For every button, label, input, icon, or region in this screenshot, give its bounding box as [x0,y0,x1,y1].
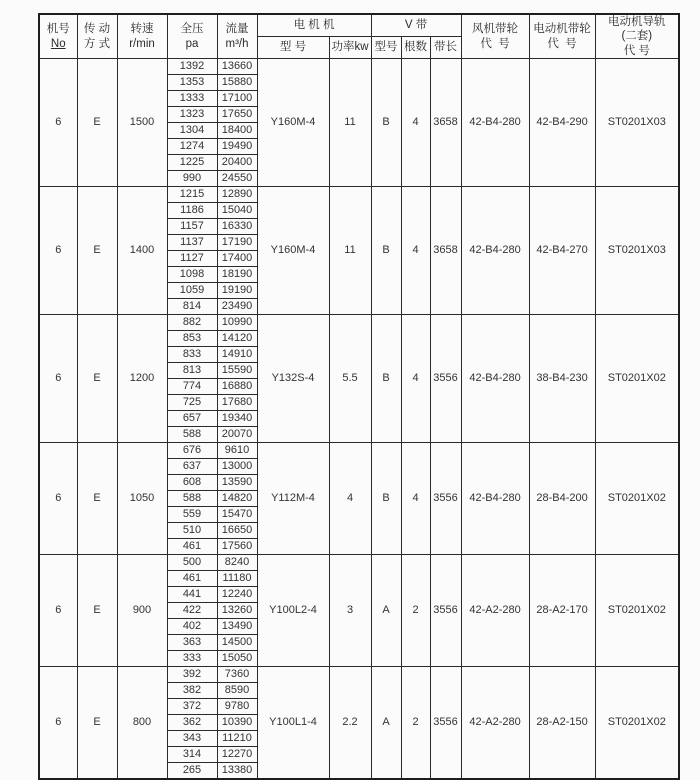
cell-motor-model: Y100L1-4 [257,667,329,780]
cell-flow: 19490 [217,139,257,155]
cell-flow: 16880 [217,379,257,395]
cell-motor-pulley: 28-B4-200 [529,443,595,555]
cell-drive-type: E [77,555,117,667]
header-line: 机号 [46,23,70,36]
header-line: 流量 [225,23,249,36]
cell-rail-code: ST0201X02 [595,667,679,780]
cell-pressure: 461 [167,571,217,587]
cell-fan-no: 6 [39,443,77,555]
cell-pressure: 392 [167,667,217,683]
cell-fan-pulley: 42-A2-280 [461,667,529,780]
header-line: 方 式 [83,37,111,50]
cell-pressure: 372 [167,699,217,715]
col-header-motor-pulley [529,14,595,59]
cell-flow: 17560 [217,539,257,555]
cell-motor-model: Y132S-4 [257,315,329,443]
cell-belt-type: B [371,59,401,187]
col-header-belt-type: 型号 [371,36,401,58]
cell-flow: 14500 [217,635,257,651]
cell-flow: 19190 [217,283,257,299]
cell-fan-pulley: 42-B4-280 [461,59,529,187]
cell-pressure: 343 [167,731,217,747]
cell-flow: 8240 [217,555,257,571]
header-line: 电动机带轮 [533,23,591,36]
cell-flow: 11180 [217,571,257,587]
cell-flow: 24550 [217,171,257,187]
cell-fan-pulley: 42-A2-280 [461,555,529,667]
cell-flow: 12890 [217,187,257,203]
cell-belt-count: 4 [401,315,430,443]
cell-pressure: 1059 [167,283,217,299]
cell-flow: 13000 [217,459,257,475]
header-line: 电动机导轨 [608,16,666,28]
cell-fan-no: 6 [39,59,77,187]
col-group-motor: 电 机 机 [257,14,371,36]
col-header-drive-type [77,14,117,59]
cell-motor-model: Y100L2-4 [257,555,329,667]
cell-motor-pulley: 28-A2-170 [529,555,595,667]
cell-pressure: 676 [167,443,217,459]
cell-flow: 15050 [217,651,257,667]
header-line: 风机带轮 [472,23,519,36]
cell-pressure: 362 [167,715,217,731]
col-header-belt-length: 带长 [430,36,461,58]
fan-spec-table [38,13,680,780]
cell-fan-pulley: 42-B4-280 [461,443,529,555]
cell-flow: 9780 [217,699,257,715]
cell-drive-type: E [77,59,117,187]
spec-row-group-3 [39,315,679,331]
spec-table-body [39,59,679,780]
cell-rail-code: ST0201X03 [595,187,679,315]
cell-motor-power: 5.5 [329,315,371,443]
spec-table-header [39,14,679,59]
cell-flow: 13380 [217,763,257,780]
cell-belt-count: 4 [401,187,430,315]
cell-pressure: 882 [167,315,217,331]
cell-flow: 15040 [217,203,257,219]
cell-flow: 17100 [217,91,257,107]
header-line: (二套) [621,30,653,43]
cell-flow: 15470 [217,507,257,523]
cell-belt-type: B [371,443,401,555]
cell-rail-code: ST0201X02 [595,315,679,443]
col-group-vbelt: V 带 [371,14,461,36]
cell-pressure: 1127 [167,251,217,267]
header-line: r/min [129,37,155,50]
spec-row-group-4 [39,443,679,459]
cell-flow: 14820 [217,491,257,507]
cell-drive-type: E [77,667,117,780]
cell-rail-code: ST0201X02 [595,443,679,555]
cell-flow: 15590 [217,363,257,379]
cell-flow: 16650 [217,523,257,539]
cell-belt-length: 3556 [430,315,461,443]
cell-flow: 16330 [217,219,257,235]
cell-pressure: 265 [167,763,217,780]
cell-flow: 23490 [217,299,257,315]
spec-row-group-5 [39,555,679,571]
cell-fan-no: 6 [39,555,77,667]
cell-pressure: 1186 [167,203,217,219]
cell-pressure: 657 [167,411,217,427]
cell-speed: 800 [117,667,167,780]
cell-rail-code: ST0201X02 [595,555,679,667]
spec-row-group-1 [39,59,679,75]
cell-flow: 17400 [217,251,257,267]
cell-pressure: 382 [167,683,217,699]
cell-pressure: 1353 [167,75,217,91]
cell-pressure: 461 [167,539,217,555]
cell-fan-no: 6 [39,187,77,315]
cell-pressure: 1274 [167,139,217,155]
col-header-motor-power: 功率kw [329,36,371,58]
cell-motor-pulley: 28-A2-150 [529,667,595,780]
cell-pressure: 559 [167,507,217,523]
col-header-motor-model: 型 号 [257,36,329,58]
cell-belt-length: 3658 [430,187,461,315]
cell-belt-type: A [371,667,401,780]
cell-pressure: 314 [167,747,217,763]
cell-pressure: 608 [167,475,217,491]
cell-flow: 20070 [217,427,257,443]
spec-table-container [38,13,680,780]
cell-pressure: 853 [167,331,217,347]
col-header-belt-count: 根数 [401,36,430,58]
cell-pressure: 833 [167,347,217,363]
cell-motor-power: 11 [329,187,371,315]
cell-motor-model: Y112M-4 [257,443,329,555]
cell-speed: 1050 [117,443,167,555]
cell-pressure: 1157 [167,219,217,235]
cell-pressure: 588 [167,491,217,507]
cell-flow: 17190 [217,235,257,251]
cell-motor-model: Y160M-4 [257,59,329,187]
cell-pressure: 774 [167,379,217,395]
cell-rail-code: ST0201X03 [595,59,679,187]
header-row-1 [39,14,679,36]
header-line: pa [185,37,199,50]
cell-flow: 13490 [217,619,257,635]
header-line: 传 动 [83,23,111,36]
cell-motor-power: 2.2 [329,667,371,780]
col-header-speed [117,14,167,59]
cell-pressure: 990 [167,171,217,187]
cell-flow: 12270 [217,747,257,763]
cell-belt-count: 2 [401,555,430,667]
cell-motor-pulley: 38-B4-230 [529,315,595,443]
cell-fan-no: 6 [39,667,77,780]
col-header-pressure [167,14,217,59]
cell-flow: 14120 [217,331,257,347]
cell-belt-length: 3556 [430,667,461,780]
cell-flow: 20400 [217,155,257,171]
cell-drive-type: E [77,187,117,315]
cell-drive-type: E [77,315,117,443]
cell-flow: 17650 [217,107,257,123]
cell-drive-type: E [77,443,117,555]
cell-flow: 10990 [217,315,257,331]
col-header-motor-rail [595,14,679,59]
cell-motor-model: Y160M-4 [257,187,329,315]
cell-speed: 1500 [117,59,167,187]
cell-belt-length: 3556 [430,443,461,555]
header-line: 代 号 [623,44,650,57]
cell-belt-length: 3556 [430,555,461,667]
col-header-fan-no [39,14,77,59]
cell-flow: 19340 [217,411,257,427]
cell-flow: 12240 [217,587,257,603]
cell-pressure: 1137 [167,235,217,251]
cell-motor-pulley: 42-B4-270 [529,187,595,315]
cell-flow: 10390 [217,715,257,731]
cell-flow: 9610 [217,443,257,459]
cell-pressure: 637 [167,459,217,475]
cell-belt-count: 4 [401,443,430,555]
cell-fan-pulley: 42-B4-280 [461,315,529,443]
cell-speed: 900 [117,555,167,667]
cell-pressure: 814 [167,299,217,315]
header-line: m³/h [225,37,249,50]
cell-flow: 14910 [217,347,257,363]
cell-motor-power: 11 [329,59,371,187]
cell-flow: 18190 [217,267,257,283]
cell-flow: 13260 [217,603,257,619]
cell-pressure: 1304 [167,123,217,139]
cell-flow: 7360 [217,667,257,683]
cell-pressure: 1098 [167,267,217,283]
cell-flow: 17680 [217,395,257,411]
cell-flow: 13590 [217,475,257,491]
cell-motor-power: 4 [329,443,371,555]
cell-pressure: 422 [167,603,217,619]
cell-pressure: 402 [167,619,217,635]
cell-pressure: 441 [167,587,217,603]
cell-pressure: 725 [167,395,217,411]
cell-pressure: 1333 [167,91,217,107]
cell-pressure: 813 [167,363,217,379]
cell-belt-type: A [371,555,401,667]
header-line: 代 号 [480,37,510,50]
cell-pressure: 510 [167,523,217,539]
cell-fan-no: 6 [39,315,77,443]
cell-motor-pulley: 42-B4-290 [529,59,595,187]
cell-belt-type: B [371,187,401,315]
cell-motor-power: 3 [329,555,371,667]
header-line: 转速 [130,23,154,36]
cell-pressure: 363 [167,635,217,651]
cell-flow: 8590 [217,683,257,699]
spec-row-group-2 [39,187,679,203]
cell-pressure: 500 [167,555,217,571]
cell-pressure: 1215 [167,187,217,203]
cell-flow: 13660 [217,59,257,75]
cell-flow: 15880 [217,75,257,91]
cell-speed: 1400 [117,187,167,315]
cell-belt-length: 3658 [430,59,461,187]
header-line: No [50,37,66,50]
col-header-flow [217,14,257,59]
cell-pressure: 588 [167,427,217,443]
header-line: 代 号 [547,37,577,50]
cell-pressure: 1225 [167,155,217,171]
cell-pressure: 1392 [167,59,217,75]
col-header-fan-pulley [461,14,529,59]
header-line: 全压 [180,23,204,36]
cell-pressure: 1323 [167,107,217,123]
spec-row-group-6 [39,667,679,683]
cell-fan-pulley: 42-B4-280 [461,187,529,315]
cell-belt-count: 4 [401,59,430,187]
cell-pressure: 333 [167,651,217,667]
cell-belt-count: 2 [401,667,430,780]
cell-flow: 11210 [217,731,257,747]
cell-flow: 18400 [217,123,257,139]
cell-belt-type: B [371,315,401,443]
cell-speed: 1200 [117,315,167,443]
